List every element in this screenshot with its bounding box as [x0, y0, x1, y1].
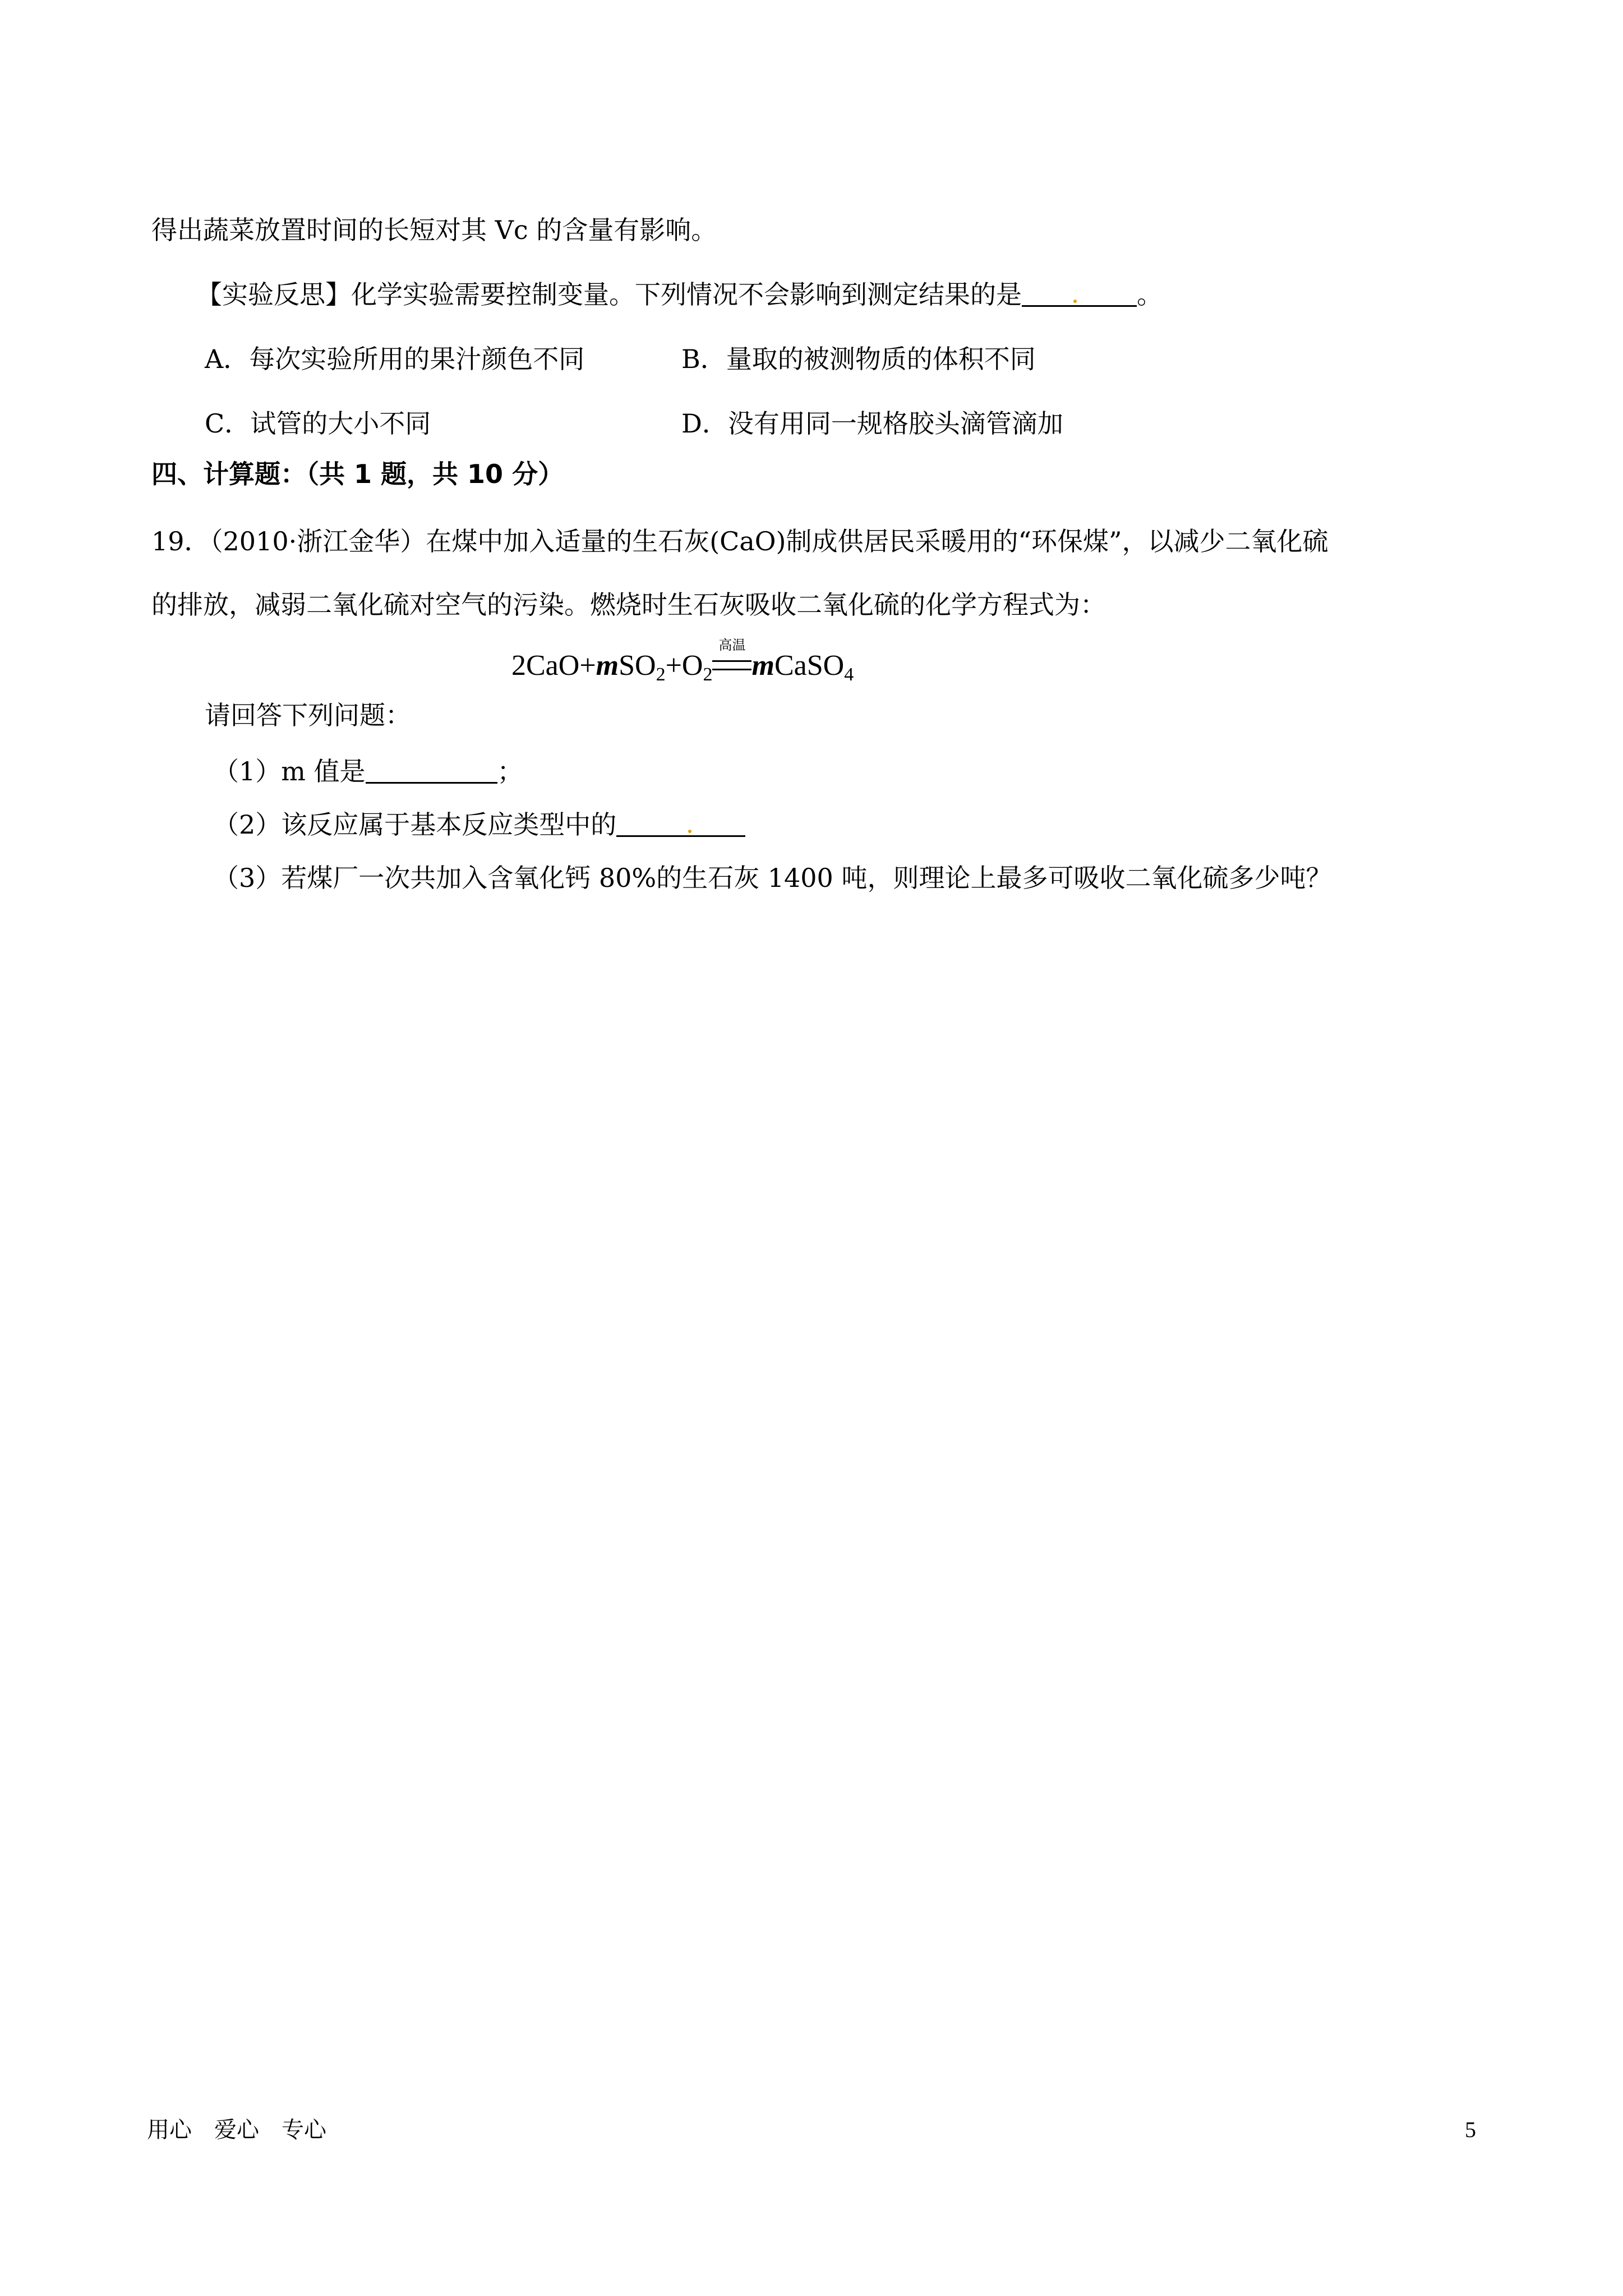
paragraph-conclusion: 得出蔬菜放置时间的长短对其 Vc 的含量有影响。 [151, 215, 717, 245]
sub-question-1-text: （1）m 值是 [213, 756, 366, 786]
answer-blank-reaction-type[interactable] [616, 811, 745, 837]
sub-question-2 [213, 808, 745, 841]
eq-reactant-cao: 2CaO+ [511, 650, 596, 682]
sub-question-1-end: ； [497, 756, 523, 786]
answer-blank-reflection[interactable] [1022, 280, 1137, 307]
section-heading: 四、计算题：（共 1 题，共 10 分） [151, 459, 564, 489]
chemical-equation [511, 637, 854, 694]
prompt-text: 请回答下列问题： [205, 700, 411, 730]
eq-reactant-so: SO [619, 650, 656, 682]
mark-dot [1073, 300, 1077, 303]
mark-dot [688, 830, 691, 833]
footer-motto: 用心 爱心 专心 [147, 2117, 326, 2143]
option-d: D．没有用同一规格胶头滴管滴加 [681, 408, 1063, 439]
option-a: A．每次实验所用的果汁颜色不同 [205, 344, 585, 374]
question-19-line1: 19．（2010·浙江金华）在煤中加入适量的生石灰(CaO)制成供居民采暖用的“环保煤”，以减少二氧化硫 [151, 526, 1329, 556]
option-c: C．试管的大小不同 [205, 408, 431, 439]
eq-coefficient-m: m [596, 650, 619, 682]
eq-condition [712, 637, 751, 685]
paragraph-reflection [196, 278, 1163, 311]
eq-subscript: 2 [656, 664, 666, 685]
question-19-line2: 的排放，减弱二氧化硫对空气的污染。燃烧时生石灰吸收二氧化硫的化学方程式为： [151, 590, 1106, 620]
reflection-end: 。 [1137, 279, 1163, 310]
eq-double-bar [712, 660, 751, 670]
sub-question-2-text: （2）该反应属于基本反应类型中的 [213, 809, 617, 840]
eq-coefficient-m: m [751, 650, 774, 682]
option-b: B．量取的被测物质的体积不同 [681, 344, 1036, 374]
eq-product-caso: CaSO [774, 650, 845, 682]
reflection-text: 【实验反思】化学实验需要控制变量。下列情况不会影响到测定结果的是 [196, 279, 1022, 310]
answer-blank-m[interactable] [366, 757, 497, 784]
sub-question-3: （3）若煤厂一次共加入含氧化钙 80%的生石灰 1400 吨，则理论上最多可吸收二氧化硫多少吨？ [213, 863, 1332, 893]
eq-condition-label: 高温 [718, 637, 746, 653]
sub-question-1 [213, 754, 523, 788]
eq-subscript: 2 [703, 664, 713, 685]
eq-reactant-o: +O [665, 650, 703, 682]
eq-subscript: 4 [844, 664, 854, 685]
page-number: 5 [1465, 2117, 1476, 2142]
